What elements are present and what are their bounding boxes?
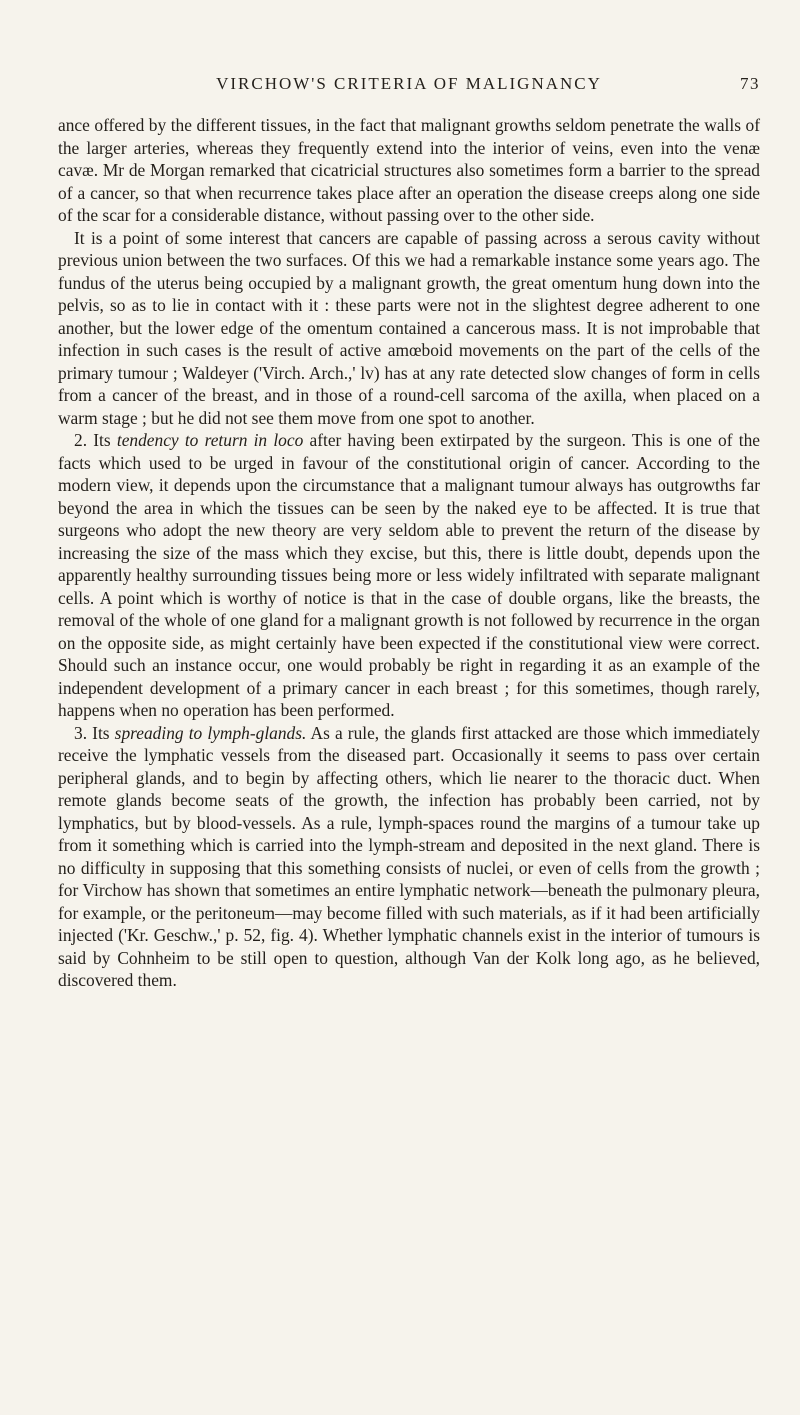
section-number: 3. (74, 722, 88, 743)
body-text (58, 114, 760, 992)
running-head (58, 74, 760, 98)
page-number: 73 (740, 74, 760, 93)
paragraph-text: ance offered by the different tissues, in the fact that malignant growths seldom penetrate the walls of the larger arteries, whereas they frequently extend into the interior of veins, even into the venæ cavæ. Mr de Morgan remarked that cicatricial structures also sometimes form a barrier to the spread of a cancer, so that when recurrence takes place after an operation the disease creeps along one side of the scar for a considerable distance, without passing over to the other side. (58, 115, 760, 225)
paragraph-text: As a rule, the glands first attacked are those which immediately receive the lymphatic vessels from the diseased part. Occasionally it seems to pass over certain peripheral glands, and to begin by affecting others, which lie nearer to the thoracic duct. When remote glands become seats of the growth, the infection has probably been carried, not by lymphatics, but by blood-vessels. As a rule, lymph-spaces round the margins of a tumour take up from it something which is carried into the lymph-stream and deposited in the next gland. There is no difficulty in supposing that this something consists of nuclei, or even of cells from the growth ; for Virchow has shown that sometimes an entire lymphatic network—beneath the pulmonary pleura, for example, or the peritoneum—may become filled with such materials, as if it had been artificially injected ('Kr. Geschw.,' p. 52, fig. 4). Whether lymphatic channels exist in the interior of tumours is said by Cohnheim to be still open to question, although Van der Kolk long ago, as he believed, discovered them. (58, 722, 760, 990)
paragraph-text: after having been extirpated by the surgeon. This is one of the facts which used to be urged in favour of the constitutional origin of cancer. According to the modern view, it depends upon the circumstance that a malignant tumour always has outgrowths far beyond the area in which the tissues can be seen by the naked eye to be affected. It is true that surgeons who adopt the new theory are very seldom able to prevent the return of the disease by increasing the size of the mass which they excise, but this, there is little doubt, depends upon the apparently healthy surrounding tissues being more or less widely infiltrated with separate malignant cells. A point which is worthy of notice is that in the case of double organs, like the breasts, the removal of the whole of one gland for a malignant growth is not followed by recurrence in the organ on the opposite side, as might certainly have been expected if the constitutional view were correct. Should such an instance occur, one would probably be right in regarding it as an example of the independent development of a primary cancer in each breast ; for this sometimes, though rarely, happens when no operation has been performed. (58, 430, 760, 720)
running-title: VIRCHOW'S CRITERIA OF MALIGNANCY (216, 74, 602, 93)
section-title: tendency to return in loco (116, 430, 304, 450)
paragraph-serous-cavity (58, 227, 760, 430)
section-lead: Its (92, 722, 110, 743)
section-number: 2. (74, 430, 88, 450)
section-title: spreading to lymph-glands. (114, 722, 307, 743)
paragraph-criterion-2 (58, 429, 760, 722)
paragraph-criterion-3 (58, 722, 760, 992)
paragraph-text: It is a point of some interest that cancers are capable of passing across a serous cavity without previous union between the two surfaces. Of this we had a remarkable instance some years ago. The fundus of the uterus being occupied by a malignant growth, the great omentum hung down into the pelvis, so as to lie in contact with it : these parts were not in the slightest degree adherent to one another, but the lower edge of the omentum contained a cancerous mass. It is not improbable that infection in such cases is the result of active amœboid movements on the part of the cells of the primary tumour ; Waldeyer ('Virch. Arch.,' lv) has at any rate detected slow changes of form in cells from a cancer of the breast, and in those of a round-cell sarcoma of the axilla, when placed on a warm stage ; but he did not see them move from one spot to another. (58, 227, 760, 428)
paragraph-continuation (58, 114, 760, 227)
section-lead: Its (93, 430, 111, 450)
